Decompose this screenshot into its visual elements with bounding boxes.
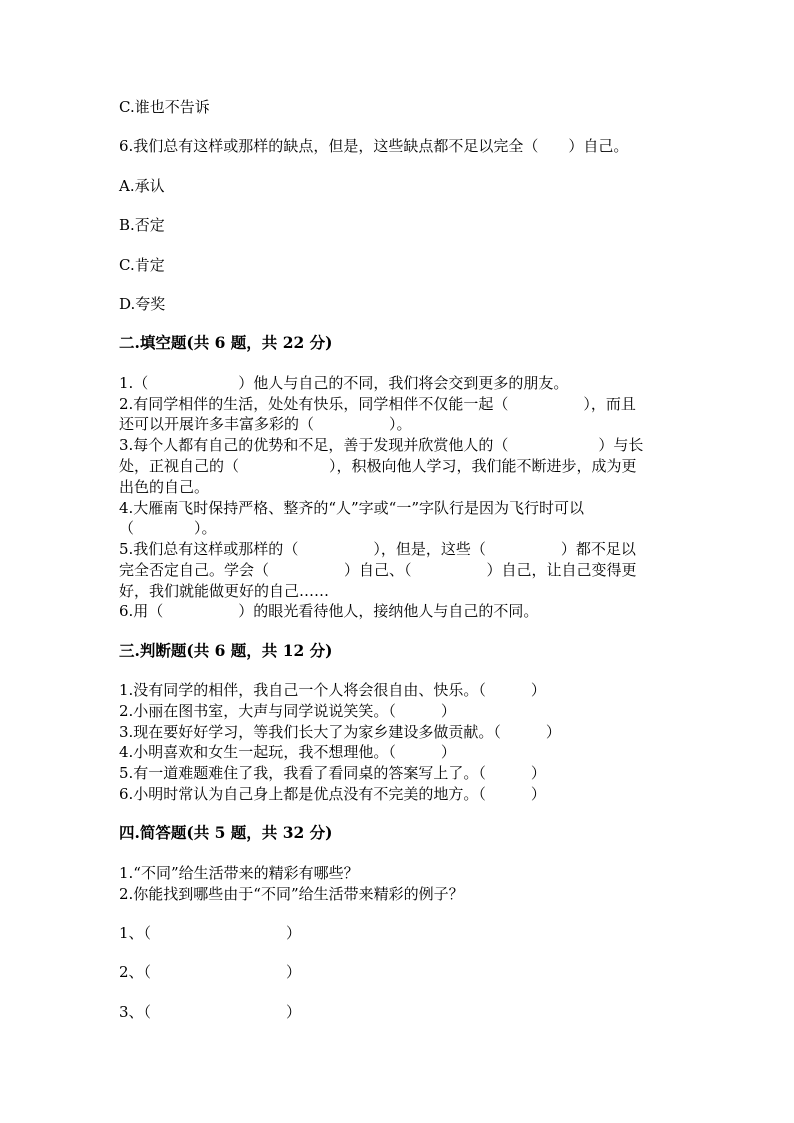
fill-blank-line: 还可以开展许多丰富多彩的（ ）。 [119,415,412,433]
judge-item: 5.有一道难题难住了我，我看了看同桌的答案写上了。（ ） [119,764,546,782]
section-heading-fill-blank: 二.填空题(共 6 题，共 22 分) [119,333,333,352]
q6-option-c: C.肯定 [119,256,165,274]
answer-blank: 3、（ ） [119,1003,302,1021]
fill-blank-line: （ ）。 [119,519,217,537]
judge-item: 4.小明喜欢和女生一起玩，我不想理他。（ ） [119,743,456,761]
fill-blank-line: 好，我们就能做更好的自己…… [119,582,330,600]
judge-item: 1.没有同学的相伴，我自己一个人将会很自由、快乐。（ ） [119,681,546,699]
judge-item: 3.现在要好好学习，等我们长大了为家乡建设多做贡献。（ ） [119,723,561,741]
answer-blank: 1、（ ） [119,924,302,942]
q6-option-a: A.承认 [119,177,165,195]
fill-blank-line: 完全否定自己。学会（ ）自己、（ ）自己，让自己变得更 [119,561,637,579]
q6-option-d: D.夸奖 [119,295,166,313]
fill-blank-line: 出色的自己。 [119,478,210,496]
fill-blank-line: 4.大雁南飞时保持严格、整齐的“人”字或“一”字队行是因为飞行时可以 [119,499,584,517]
fill-blank-line: 2.有同学相伴的生活，处处有快乐，同学相伴不仅能一起（ ），而且 [119,395,636,413]
answer-blank: 2、（ ） [119,963,302,981]
fill-blank-line: 处，正视自己的（ ），积极向他人学习，我们能不断进步，成为更 [119,457,637,475]
section-heading-judge: 三.判断题(共 6 题，共 12 分) [119,641,333,660]
section-heading-short-answer: 四.简答题(共 5 题，共 32 分) [119,823,333,842]
fill-blank-line: 6.用（ ）的眼光看待他人，接纳他人与自己的不同。 [119,602,539,620]
fill-blank-line: 1.（ ）他人与自己的不同，我们将会交到更多的朋友。 [119,374,569,392]
judge-item: 2.小丽在图书室，大声与同学说说笑笑。（ ） [119,702,456,720]
short-answer-question: 2.你能找到哪些由于“不同”给生活带来精彩的例子？ [119,885,464,903]
q6-stem: 6.我们总有这样或那样的缺点，但是，这些缺点都不足以完全（ ）自己。 [119,137,629,155]
judge-item: 6.小明时常认为自己身上都是优点没有不完美的地方。（ ） [119,785,546,803]
short-answer-question: 1.“不同”给生活带来的精彩有哪些？ [119,864,359,882]
fill-blank-line: 5.我们总有这样或那样的（ ），但是，这些（ ）都不足以 [119,540,636,558]
q5-option-c: C.谁也不告诉 [119,98,210,116]
q6-option-b: B.否定 [119,216,165,234]
fill-blank-line: 3.每个人都有自己的优势和不足，善于发现并欣赏他人的（ ）与长 [119,436,644,454]
